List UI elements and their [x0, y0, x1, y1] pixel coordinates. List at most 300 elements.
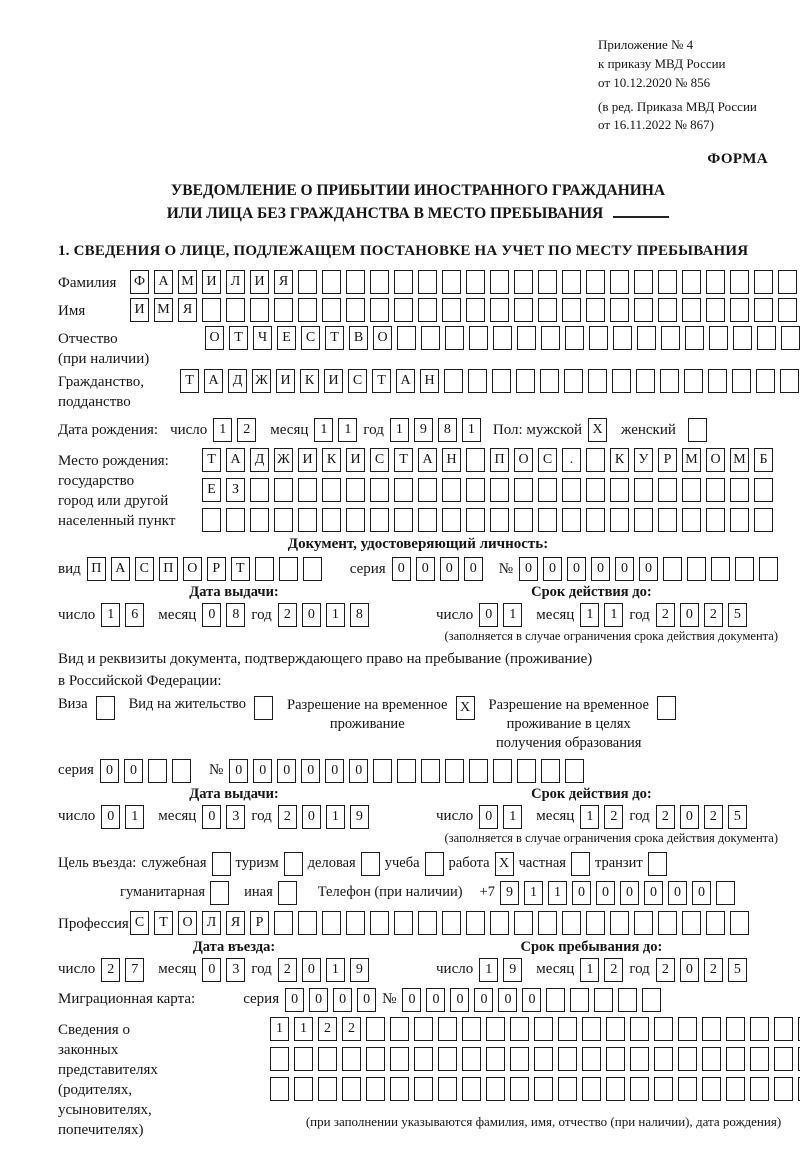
cell[interactable]: [634, 508, 653, 532]
cell[interactable]: Т: [229, 326, 248, 350]
entry-year-cells[interactable]: [278, 958, 369, 982]
cell[interactable]: [172, 759, 191, 783]
cell[interactable]: [586, 911, 605, 935]
cell[interactable]: [733, 326, 752, 350]
cell[interactable]: 0: [202, 603, 221, 627]
cell[interactable]: [250, 298, 269, 322]
cell[interactable]: [774, 1077, 793, 1101]
cell[interactable]: [210, 881, 229, 905]
cell[interactable]: [366, 1077, 385, 1101]
cell[interactable]: [606, 1047, 625, 1071]
cell[interactable]: [750, 1017, 769, 1041]
cell[interactable]: [754, 508, 773, 532]
passport-valid-year-cells[interactable]: [656, 603, 747, 627]
cell[interactable]: 0: [426, 988, 445, 1012]
cell[interactable]: [202, 298, 221, 322]
cell[interactable]: 0: [479, 805, 498, 829]
cell[interactable]: [303, 557, 322, 581]
cell[interactable]: [370, 298, 389, 322]
cell[interactable]: [538, 270, 557, 294]
cell[interactable]: [462, 1077, 481, 1101]
cell[interactable]: И: [276, 369, 295, 393]
cell[interactable]: [678, 1047, 697, 1071]
cell[interactable]: [346, 478, 365, 502]
cell[interactable]: [682, 508, 701, 532]
cell[interactable]: [466, 298, 485, 322]
cell[interactable]: 0: [692, 881, 711, 905]
cell[interactable]: [685, 326, 704, 350]
permit-valid-month-cells[interactable]: [580, 805, 623, 829]
cell[interactable]: О: [205, 326, 224, 350]
cell[interactable]: П: [490, 448, 509, 472]
cell[interactable]: Е: [277, 326, 296, 350]
cell[interactable]: [373, 759, 392, 783]
stay-day-cells[interactable]: [479, 958, 522, 982]
cell[interactable]: 0: [440, 557, 459, 581]
cell[interactable]: С: [130, 911, 149, 935]
cell[interactable]: С: [370, 448, 389, 472]
cell[interactable]: [298, 911, 317, 935]
cell[interactable]: [366, 1047, 385, 1071]
cell[interactable]: 0: [639, 557, 658, 581]
phone-cells[interactable]: [500, 881, 735, 905]
cell[interactable]: 2: [278, 958, 297, 982]
cell[interactable]: 2: [604, 958, 623, 982]
cell[interactable]: 0: [392, 557, 411, 581]
representatives-cells-row1[interactable]: [270, 1017, 800, 1041]
cell[interactable]: [780, 369, 799, 393]
cell[interactable]: [394, 298, 413, 322]
cell[interactable]: [636, 369, 655, 393]
cell[interactable]: [514, 508, 533, 532]
cell[interactable]: А: [226, 448, 245, 472]
cell[interactable]: [226, 298, 245, 322]
cell[interactable]: [706, 270, 725, 294]
cell[interactable]: [342, 1047, 361, 1071]
cell[interactable]: [642, 988, 661, 1012]
temp-residence-edu-checkbox[interactable]: [657, 696, 676, 720]
birth-month-cells[interactable]: [314, 418, 357, 442]
cell[interactable]: 5: [728, 805, 747, 829]
cell[interactable]: [706, 298, 725, 322]
cell[interactable]: [514, 270, 533, 294]
cell[interactable]: [661, 326, 680, 350]
visa-checkbox[interactable]: [96, 696, 115, 720]
birth-place-cells-row3[interactable]: [202, 508, 773, 532]
cell[interactable]: [148, 759, 167, 783]
cell[interactable]: 0: [479, 603, 498, 627]
cell[interactable]: М: [730, 448, 749, 472]
cell[interactable]: М: [178, 270, 197, 294]
cell[interactable]: Р: [250, 911, 269, 935]
cell[interactable]: [298, 270, 317, 294]
cell[interactable]: [486, 1047, 505, 1071]
cell[interactable]: 2: [278, 603, 297, 627]
temp-residence-checkbox[interactable]: [456, 696, 475, 720]
cell[interactable]: [390, 1017, 409, 1041]
doc-type-cells[interactable]: [87, 557, 322, 581]
cell[interactable]: М: [154, 298, 173, 322]
cell[interactable]: [562, 298, 581, 322]
birth-place-cells-row1[interactable]: [202, 448, 773, 472]
cell[interactable]: 0: [302, 958, 321, 982]
cell[interactable]: [589, 326, 608, 350]
cell[interactable]: 1: [604, 603, 623, 627]
cell[interactable]: [613, 326, 632, 350]
cell[interactable]: [663, 557, 682, 581]
purpose-humanitarian-checkbox[interactable]: [210, 881, 229, 905]
cell[interactable]: Р: [207, 557, 226, 581]
cell[interactable]: О: [373, 326, 392, 350]
cell[interactable]: 5: [728, 603, 747, 627]
cell[interactable]: [750, 1077, 769, 1101]
patronymic-cells[interactable]: [205, 326, 800, 350]
cell[interactable]: [757, 326, 776, 350]
cell[interactable]: И: [346, 448, 365, 472]
cell[interactable]: 2: [318, 1017, 337, 1041]
cell[interactable]: 0: [615, 557, 634, 581]
cell[interactable]: Н: [442, 448, 461, 472]
cell[interactable]: [586, 298, 605, 322]
purpose-commercial-checkbox[interactable]: [361, 852, 380, 876]
cell[interactable]: [660, 369, 679, 393]
cell[interactable]: [541, 326, 560, 350]
cell[interactable]: [517, 759, 536, 783]
cell[interactable]: 1: [503, 603, 522, 627]
cell[interactable]: [274, 298, 293, 322]
cell[interactable]: [606, 1017, 625, 1041]
cell[interactable]: 0: [333, 988, 352, 1012]
cell[interactable]: Д: [250, 448, 269, 472]
cell[interactable]: [346, 270, 365, 294]
cell[interactable]: [702, 1047, 721, 1071]
purpose-work-checkbox[interactable]: [495, 852, 514, 876]
cell[interactable]: [634, 478, 653, 502]
cell[interactable]: [490, 478, 509, 502]
cell[interactable]: [462, 1017, 481, 1041]
cell[interactable]: 5: [728, 958, 747, 982]
cell[interactable]: 1: [580, 603, 599, 627]
cell[interactable]: [606, 1077, 625, 1101]
cell[interactable]: [322, 298, 341, 322]
cell[interactable]: [588, 369, 607, 393]
cell[interactable]: [279, 557, 298, 581]
cell[interactable]: 1: [503, 805, 522, 829]
cell[interactable]: [730, 911, 749, 935]
cell[interactable]: 0: [253, 759, 272, 783]
cell[interactable]: 0: [572, 881, 591, 905]
cell[interactable]: О: [178, 911, 197, 935]
cell[interactable]: [425, 852, 444, 876]
cell[interactable]: [538, 911, 557, 935]
cell[interactable]: [346, 508, 365, 532]
cell[interactable]: [397, 326, 416, 350]
cell[interactable]: [445, 759, 464, 783]
cell[interactable]: Т: [180, 369, 199, 393]
cell[interactable]: [687, 557, 706, 581]
cell[interactable]: [586, 448, 605, 472]
cell[interactable]: [562, 911, 581, 935]
cell[interactable]: [565, 759, 584, 783]
cell[interactable]: [444, 369, 463, 393]
cell[interactable]: [294, 1077, 313, 1101]
cell[interactable]: Ч: [253, 326, 272, 350]
cell[interactable]: [732, 369, 751, 393]
cell[interactable]: 0: [302, 805, 321, 829]
cell[interactable]: [438, 1017, 457, 1041]
entry-day-cells[interactable]: [101, 958, 144, 982]
cell[interactable]: [565, 326, 584, 350]
cell[interactable]: X: [495, 852, 514, 876]
cell[interactable]: 1: [548, 881, 567, 905]
cell[interactable]: Л: [226, 270, 245, 294]
cell[interactable]: [418, 270, 437, 294]
cell[interactable]: [202, 508, 221, 532]
cell[interactable]: 0: [644, 881, 663, 905]
representatives-cells-row2[interactable]: [270, 1047, 800, 1071]
cell[interactable]: [322, 911, 341, 935]
cell[interactable]: 2: [278, 805, 297, 829]
cell[interactable]: [586, 270, 605, 294]
birth-day-cells[interactable]: [213, 418, 256, 442]
cell[interactable]: [294, 1047, 313, 1071]
cell[interactable]: А: [204, 369, 223, 393]
cell[interactable]: Я: [226, 911, 245, 935]
cell[interactable]: 9: [414, 418, 433, 442]
cell[interactable]: [534, 1017, 553, 1041]
cell[interactable]: 0: [519, 557, 538, 581]
cell[interactable]: [254, 696, 273, 720]
cell[interactable]: 1: [390, 418, 409, 442]
cell[interactable]: 1: [338, 418, 357, 442]
stay-year-cells[interactable]: [656, 958, 747, 982]
cell[interactable]: [96, 696, 115, 720]
cell[interactable]: [346, 911, 365, 935]
cell[interactable]: [754, 478, 773, 502]
cell[interactable]: [610, 911, 629, 935]
cell[interactable]: 1: [326, 958, 345, 982]
cell[interactable]: Е: [202, 478, 221, 502]
cell[interactable]: 1: [314, 418, 333, 442]
cell[interactable]: [716, 881, 735, 905]
cell[interactable]: [397, 759, 416, 783]
cell[interactable]: 0: [596, 881, 615, 905]
cell[interactable]: [558, 1077, 577, 1101]
cell[interactable]: [709, 326, 728, 350]
cell[interactable]: У: [634, 448, 653, 472]
cell[interactable]: [510, 1077, 529, 1101]
passport-issue-month-cells[interactable]: [202, 603, 245, 627]
cell[interactable]: [442, 298, 461, 322]
cell[interactable]: 9: [500, 881, 519, 905]
cell[interactable]: 2: [704, 805, 723, 829]
cell[interactable]: [438, 1047, 457, 1071]
cell[interactable]: [510, 1017, 529, 1041]
cell[interactable]: 1: [462, 418, 481, 442]
cell[interactable]: [534, 1077, 553, 1101]
cell[interactable]: [469, 326, 488, 350]
cell[interactable]: О: [706, 448, 725, 472]
cell[interactable]: 0: [416, 557, 435, 581]
cell[interactable]: [370, 478, 389, 502]
cell[interactable]: А: [418, 448, 437, 472]
cell[interactable]: О: [183, 557, 202, 581]
cell[interactable]: [370, 270, 389, 294]
cell[interactable]: 8: [438, 418, 457, 442]
cell[interactable]: Т: [202, 448, 221, 472]
cell[interactable]: [582, 1017, 601, 1041]
cell[interactable]: [702, 1077, 721, 1101]
cell[interactable]: 0: [591, 557, 610, 581]
cell[interactable]: [711, 557, 730, 581]
cell[interactable]: А: [111, 557, 130, 581]
cell[interactable]: [490, 270, 509, 294]
cell[interactable]: 0: [474, 988, 493, 1012]
cell[interactable]: [250, 508, 269, 532]
cell[interactable]: [754, 270, 773, 294]
cell[interactable]: 1: [580, 958, 599, 982]
cell[interactable]: [394, 508, 413, 532]
cell[interactable]: [612, 369, 631, 393]
cell[interactable]: 0: [680, 805, 699, 829]
cell[interactable]: [634, 270, 653, 294]
cell[interactable]: [586, 478, 605, 502]
representatives-cells-row3[interactable]: [270, 1077, 800, 1101]
cell[interactable]: С: [538, 448, 557, 472]
cell[interactable]: 1: [479, 958, 498, 982]
cell[interactable]: Р: [658, 448, 677, 472]
cell[interactable]: [610, 508, 629, 532]
cell[interactable]: [466, 508, 485, 532]
cell[interactable]: [582, 1047, 601, 1071]
cell[interactable]: [706, 911, 725, 935]
cell[interactable]: К: [322, 448, 341, 472]
cell[interactable]: [442, 478, 461, 502]
cell[interactable]: 0: [202, 805, 221, 829]
permit-series-cells[interactable]: [100, 759, 191, 783]
cell[interactable]: [610, 478, 629, 502]
cell[interactable]: [370, 911, 389, 935]
cell[interactable]: 0: [498, 988, 517, 1012]
cell[interactable]: [255, 557, 274, 581]
cell[interactable]: [418, 508, 437, 532]
cell[interactable]: 0: [325, 759, 344, 783]
cell[interactable]: [486, 1017, 505, 1041]
cell[interactable]: [370, 508, 389, 532]
cell[interactable]: [298, 298, 317, 322]
cell[interactable]: [346, 298, 365, 322]
cell[interactable]: [618, 988, 637, 1012]
cell[interactable]: [342, 1077, 361, 1101]
cell[interactable]: [226, 508, 245, 532]
cell[interactable]: 0: [620, 881, 639, 905]
cell[interactable]: 1: [101, 603, 120, 627]
cell[interactable]: [750, 1047, 769, 1071]
residence-permit-checkbox[interactable]: [254, 696, 273, 720]
cell[interactable]: [726, 1017, 745, 1041]
cell[interactable]: Б: [754, 448, 773, 472]
cell[interactable]: [586, 508, 605, 532]
purpose-tourism-checkbox[interactable]: [284, 852, 303, 876]
cell[interactable]: 0: [543, 557, 562, 581]
cell[interactable]: [469, 759, 488, 783]
cell[interactable]: 9: [503, 958, 522, 982]
cell[interactable]: [366, 1017, 385, 1041]
cell[interactable]: [466, 911, 485, 935]
cell[interactable]: [658, 911, 677, 935]
cell[interactable]: [678, 1077, 697, 1101]
cell[interactable]: [418, 478, 437, 502]
mig-series-cells[interactable]: [285, 988, 376, 1012]
cell[interactable]: О: [514, 448, 533, 472]
cell[interactable]: [774, 1047, 793, 1071]
cell[interactable]: [278, 881, 297, 905]
cell[interactable]: [322, 270, 341, 294]
cell[interactable]: 3: [226, 958, 245, 982]
cell[interactable]: А: [396, 369, 415, 393]
cell[interactable]: [274, 478, 293, 502]
cell[interactable]: 7: [125, 958, 144, 982]
cell[interactable]: [562, 270, 581, 294]
cell[interactable]: 2: [704, 603, 723, 627]
permit-issue-day-cells[interactable]: [101, 805, 144, 829]
cell[interactable]: 2: [604, 805, 623, 829]
cell[interactable]: 8: [350, 603, 369, 627]
cell[interactable]: [657, 696, 676, 720]
cell[interactable]: А: [154, 270, 173, 294]
cell[interactable]: [682, 911, 701, 935]
cell[interactable]: 0: [402, 988, 421, 1012]
cell[interactable]: [684, 369, 703, 393]
cell[interactable]: [514, 478, 533, 502]
cell[interactable]: [493, 759, 512, 783]
cell[interactable]: Ж: [252, 369, 271, 393]
cell[interactable]: 0: [464, 557, 483, 581]
cell[interactable]: [637, 326, 656, 350]
cell[interactable]: [778, 270, 797, 294]
doc-number-cells[interactable]: [519, 557, 778, 581]
cell[interactable]: В: [349, 326, 368, 350]
cell[interactable]: [492, 369, 511, 393]
cell[interactable]: [702, 1017, 721, 1041]
cell[interactable]: 0: [680, 958, 699, 982]
cell[interactable]: [726, 1047, 745, 1071]
cell[interactable]: И: [130, 298, 149, 322]
cell[interactable]: 0: [124, 759, 143, 783]
cell[interactable]: 1: [270, 1017, 289, 1041]
cell[interactable]: [570, 988, 589, 1012]
cell[interactable]: [654, 1047, 673, 1071]
cell[interactable]: [318, 1077, 337, 1101]
cell[interactable]: 6: [125, 603, 144, 627]
cell[interactable]: [390, 1077, 409, 1101]
purpose-other-checkbox[interactable]: [278, 881, 297, 905]
cell[interactable]: [735, 557, 754, 581]
cell[interactable]: [658, 508, 677, 532]
cell[interactable]: [658, 298, 677, 322]
cell[interactable]: [490, 508, 509, 532]
mig-number-cells[interactable]: [402, 988, 661, 1012]
cell[interactable]: 1: [125, 805, 144, 829]
entry-month-cells[interactable]: [202, 958, 245, 982]
purpose-study-checkbox[interactable]: [425, 852, 444, 876]
cell[interactable]: 0: [101, 805, 120, 829]
cell[interactable]: [421, 759, 440, 783]
cell[interactable]: Ж: [274, 448, 293, 472]
cell[interactable]: 0: [100, 759, 119, 783]
cell[interactable]: [558, 1047, 577, 1071]
cell[interactable]: 9: [350, 958, 369, 982]
